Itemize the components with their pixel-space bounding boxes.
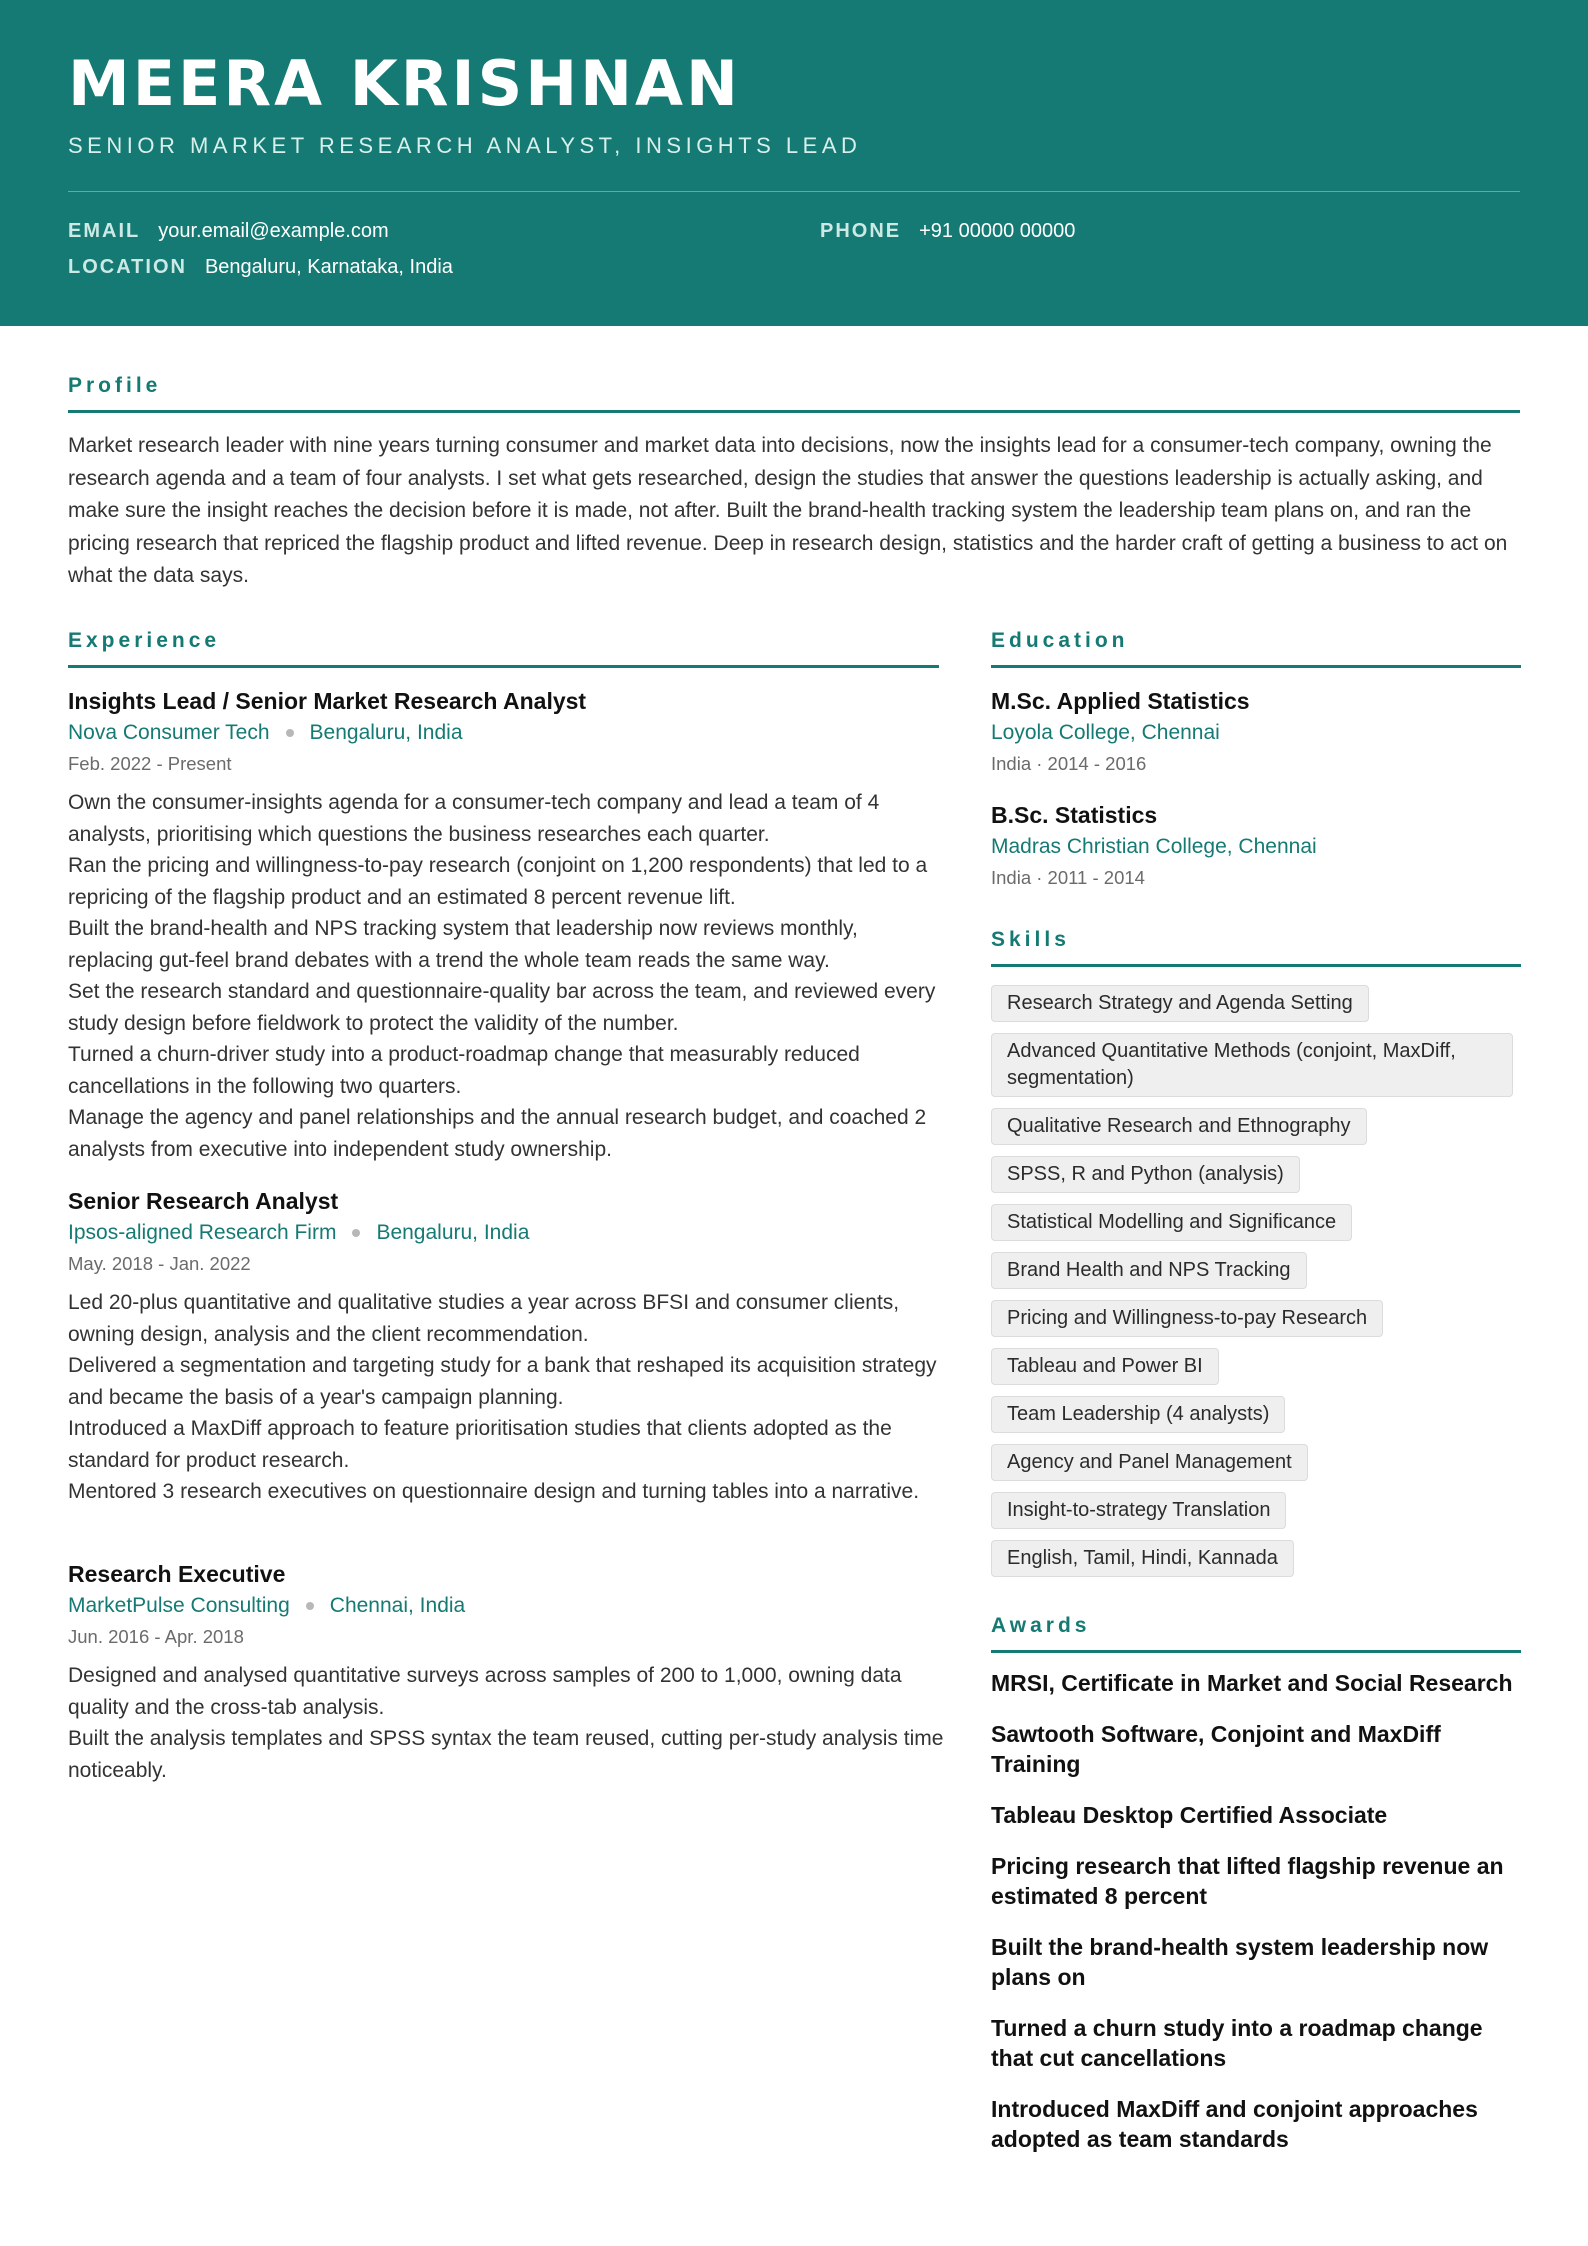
skill-chip: English, Tamil, Hindi, Kannada (991, 1540, 1294, 1577)
separator-dot-icon (352, 1229, 360, 1237)
education-meta: India · 2014 - 2016 (991, 753, 1147, 774)
experience-item (68, 1185, 948, 1508)
education-meta: India · 2011 - 2014 (991, 867, 1145, 888)
section-heading-experience: Experience (68, 629, 221, 652)
candidate-title: SENIOR MARKET RESEARCH ANALYST, INSIGHTS LEAD (68, 133, 862, 158)
skill-chip: Insight-to-strategy Translation (991, 1492, 1286, 1529)
award-item: Built the brand-health system leadership now plans on (991, 1934, 1489, 1990)
resume-header (0, 0, 1588, 326)
job-bullet: Delivered a segmentation and targeting study for a bank that reshaped its acquisition strategy and became the basis of a year's campaign planning. (68, 1354, 937, 1409)
job-location: Bengaluru, India (309, 721, 463, 744)
contact-phone (820, 218, 1075, 244)
skill-chip: Research Strategy and Agenda Setting (991, 985, 1369, 1022)
award-item: Tableau Desktop Certified Associate (991, 1802, 1388, 1828)
skill-chip: Statistical Modelling and Significance (991, 1204, 1352, 1241)
skill-chip: Pricing and Willingness-to-pay Research (991, 1300, 1383, 1337)
section-heading-skills: Skills (991, 928, 1070, 951)
section-heading-awards: Awards (991, 1614, 1091, 1637)
job-bullet: Built the analysis templates and SPSS syntax the team reused, cutting per-study analysis time noticeably. (68, 1727, 944, 1782)
phone-value[interactable]: +91 00000 00000 (919, 220, 1076, 242)
section-divider-awards (991, 1650, 1521, 1653)
job-bullet: Introduced a MaxDiff approach to feature prioritisation studies that clients adopted as the standard for product research. (68, 1417, 892, 1472)
skill-chip: Agency and Panel Management (991, 1444, 1308, 1481)
contact-location (68, 254, 453, 280)
location-value: Bengaluru, Karnataka, India (204, 256, 453, 278)
job-company: Ipsos-aligned Research Firm (68, 1221, 337, 1244)
award-item: Pricing research that lifted flagship revenue an estimated 8 percent (991, 1853, 1504, 1909)
skill-chip: SPSS, R and Python (analysis) (991, 1156, 1300, 1193)
job-title: Insights Lead / Senior Market Research Analyst (68, 688, 587, 714)
job-meta (68, 1590, 948, 1622)
skills-list (991, 985, 1521, 1588)
skill-chip: Advanced Quantitative Methods (conjoint, MaxDiff, segmentation) (991, 1033, 1513, 1097)
job-meta (68, 717, 948, 749)
degree: M.Sc. Applied Statistics (991, 688, 1250, 714)
job-dates: Feb. 2022 - Present (68, 753, 232, 774)
award-item: Introduced MaxDiff and conjoint approaches adopted as team standards (991, 2096, 1478, 2152)
job-bullet: Led 20-plus quantitative and qualitative studies a year across BFSI and consumer clients, owning design, analysis and the client recommendation. (68, 1291, 900, 1346)
job-bullet: Manage the agency and panel relationships and the annual research budget, and coached 2 analysts from executive into independent study ownership. (68, 1106, 927, 1161)
experience-item (68, 1558, 948, 1786)
section-divider-profile (68, 410, 1520, 413)
separator-dot-icon (306, 1602, 314, 1610)
email-value[interactable]: your.email@example.com (158, 220, 389, 242)
section-heading-education: Education (991, 629, 1129, 652)
job-title: Senior Research Analyst (68, 1188, 339, 1214)
skill-chip: Tableau and Power BI (991, 1348, 1219, 1385)
school: Madras Christian College, Chennai (991, 835, 1317, 858)
skill-chip: Qualitative Research and Ethnography (991, 1108, 1367, 1145)
job-bullet: Turned a churn-driver study into a product-roadmap change that measurably reduced cancellations in the following two quarters. (68, 1043, 860, 1098)
job-title: Research Executive (68, 1561, 286, 1587)
award-item: Turned a churn study into a roadmap change that cut cancellations (991, 2015, 1483, 2071)
job-meta (68, 1217, 948, 1249)
job-company: MarketPulse Consulting (68, 1594, 290, 1617)
email-label: EMAIL (68, 220, 141, 242)
header-divider (68, 191, 1520, 192)
job-location: Bengaluru, India (376, 1221, 530, 1244)
job-dates: Jun. 2016 - Apr. 2018 (68, 1626, 244, 1647)
job-company: Nova Consumer Tech (68, 721, 270, 744)
experience-item (68, 685, 948, 1165)
section-heading-profile: Profile (68, 374, 162, 397)
separator-dot-icon (286, 729, 294, 737)
contact-email (68, 218, 389, 244)
section-divider-experience (68, 665, 939, 668)
profile-summary: Market research leader with nine years turning consumer and market data into decisions, now the insights lead for a consumer-tech company, owning the research agenda and a team of four analysts. I set what gets researched, design the studies that answer the questions leadership is actually asking, and make sure the insight reaches the decision before it is made, not after. Built the brand-health tracking system the leadership team plans on, and ran the pricing research that repriced the flagship product and lifted revenue. Deep in research design, statistics and the harder craft of getting a business to act on what the data says. (68, 434, 1508, 587)
job-bullet: Set the research standard and questionnaire-quality bar across the team, and reviewed every study design before fieldwork to protect the validity of the number. (68, 980, 936, 1035)
degree: B.Sc. Statistics (991, 802, 1158, 828)
job-bullet: Mentored 3 research executives on questionnaire design and turning tables into a narrative. (68, 1480, 920, 1503)
phone-label: PHONE (820, 220, 902, 242)
job-bullet: Own the consumer-insights agenda for a consumer-tech company and lead a team of 4 analysts, prioritising which questions the business researches each quarter. (68, 791, 880, 846)
skill-chip: Brand Health and NPS Tracking (991, 1252, 1307, 1289)
section-divider-education (991, 665, 1521, 668)
awards-list (991, 1668, 1521, 2175)
job-bullet: Built the brand-health and NPS tracking system that leadership now reviews monthly, replacing gut-feel brand debates with a trend the whole team reads the same way. (68, 917, 858, 972)
location-label: LOCATION (68, 256, 187, 278)
education-item (991, 685, 1521, 779)
section-divider-skills (991, 964, 1521, 967)
award-item: MRSI, Certificate in Market and Social Research (991, 1670, 1513, 1696)
candidate-name: MEERA KRISHNAN (68, 47, 741, 120)
skill-chip: Team Leadership (4 analysts) (991, 1396, 1285, 1433)
education-item (991, 799, 1521, 893)
job-location: Chennai, India (329, 1594, 466, 1617)
job-dates: May. 2018 - Jan. 2022 (68, 1253, 251, 1274)
job-bullet: Designed and analysed quantitative surveys across samples of 200 to 1,000, owning data quality and the cross-tab analysis. (68, 1664, 902, 1719)
school: Loyola College, Chennai (991, 721, 1220, 744)
award-item: Sawtooth Software, Conjoint and MaxDiff Training (991, 1721, 1441, 1777)
job-bullet: Ran the pricing and willingness-to-pay research (conjoint on 1,200 respondents) that led to a repricing of the flagship product and an estimated 8 percent revenue lift. (68, 854, 928, 909)
